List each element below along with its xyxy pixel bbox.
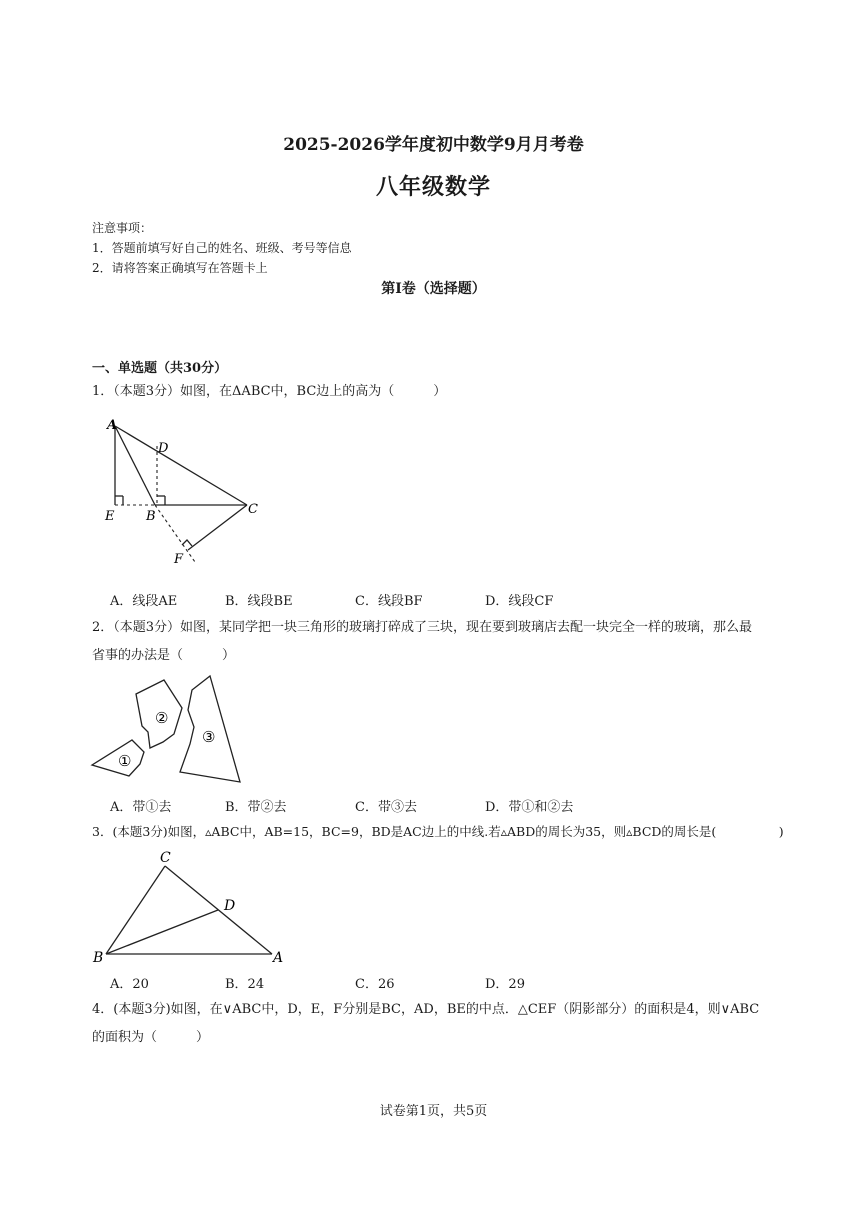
option-d[interactable]: D．线段CF bbox=[485, 594, 554, 609]
question-3-text: 3．(本题3分)如图，▵ABC中，AB=15，BC=9，BD是AC边上的中线.若▵ABD的周长为35，则▵BCD的周长是( ) bbox=[92, 824, 784, 839]
page-footer: 试卷第1页，共5页 bbox=[379, 1104, 488, 1119]
option-a[interactable]: A．线段AE bbox=[110, 594, 178, 609]
label-c: C bbox=[248, 502, 258, 517]
question-2-line-2: 省事的办法是（ ） bbox=[92, 648, 236, 663]
piece-2-label: ② bbox=[155, 709, 169, 727]
section-type-title: 一、单选题（共30分） bbox=[92, 361, 228, 376]
question-4-line-2: 的面积为（ ） bbox=[92, 1030, 210, 1045]
question-1-text: 1．（本题3分）如图，在ΔABC中，BC边上的高为（ ） bbox=[92, 384, 447, 399]
notes-heading: 注意事项： bbox=[92, 221, 153, 235]
label-d: D bbox=[224, 898, 236, 914]
option-b[interactable]: B．24 bbox=[225, 977, 265, 992]
option-a[interactable]: A．20 bbox=[110, 977, 149, 992]
label-d: D bbox=[158, 441, 169, 456]
section-roll-title: 第I卷（选择题） bbox=[381, 281, 486, 297]
question-2-figure bbox=[88, 672, 253, 787]
option-a[interactable]: A．带①去 bbox=[110, 800, 172, 815]
option-c[interactable]: C．26 bbox=[355, 977, 395, 992]
subject-title: 八年级数学 bbox=[375, 174, 491, 200]
piece-3-label: ③ bbox=[202, 728, 216, 746]
option-c[interactable]: C．带③去 bbox=[355, 800, 417, 815]
notes-item: 1．答题前填写好自己的姓名、班级、考号等信息 bbox=[92, 241, 352, 255]
question-4-text bbox=[92, 996, 782, 1052]
label-b: B bbox=[93, 950, 104, 966]
option-d[interactable]: D．29 bbox=[485, 977, 525, 992]
label-f: F bbox=[174, 552, 184, 567]
label-e: E bbox=[105, 509, 115, 524]
label-c: C bbox=[160, 850, 171, 866]
question-1-figure bbox=[95, 410, 275, 575]
question-3-figure bbox=[90, 846, 290, 968]
question-4-line-1: 4．(本题3分)如图，在∨ABC中，D，E，F分别是BC，AD，BE的中点．△CEF（阴影部分）的面积是4，则∨ABC bbox=[92, 1002, 760, 1017]
question-2-line-1: 2．（本题3分）如图，某同学把一块三角形的玻璃打碎成了三块，现在要到玻璃店去配一块完全一样的玻璃，那么最 bbox=[92, 620, 753, 635]
label-a: A bbox=[273, 950, 284, 966]
notes-item: 2．请将答案正确填写在答题卡上 bbox=[92, 261, 268, 275]
option-c[interactable]: C．线段BF bbox=[355, 594, 423, 609]
exam-title: 2025-2026学年度初中数学9月月考卷 bbox=[283, 135, 584, 155]
notes-block bbox=[92, 218, 352, 278]
question-2-text bbox=[92, 614, 782, 670]
label-a: A bbox=[107, 418, 118, 433]
option-d[interactable]: D．带①和②去 bbox=[485, 800, 574, 815]
label-b: B bbox=[146, 509, 156, 524]
piece-1-label: ① bbox=[118, 752, 132, 770]
option-b[interactable]: B．线段BE bbox=[225, 594, 293, 609]
option-b[interactable]: B．带②去 bbox=[225, 800, 287, 815]
